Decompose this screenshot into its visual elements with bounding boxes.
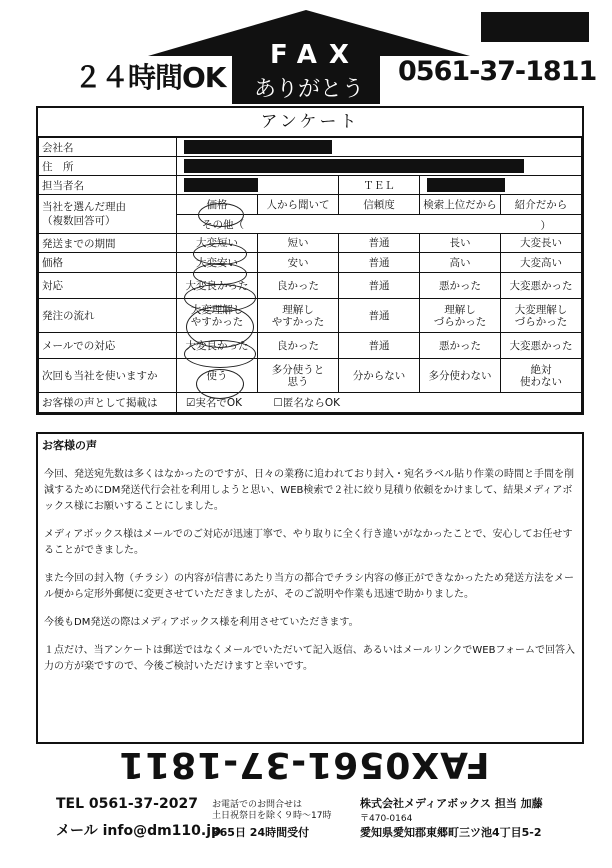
rating-option[interactable]: 普通 bbox=[339, 273, 420, 299]
rating-label: 発注の流れ bbox=[39, 299, 177, 333]
footer-phone-note: お電話でのお問合せは bbox=[212, 800, 303, 810]
voice-paragraph: 今後もDM発送の際はメディアボックス様を利用させていただきます。 bbox=[44, 617, 359, 628]
rating-label: 対応 bbox=[39, 273, 177, 299]
rating-option[interactable]: 普通 bbox=[339, 299, 420, 333]
rating-row bbox=[39, 253, 582, 273]
voice-paragraph: メディアボックス様はメールでのご対応が迅速丁寧で、やり取りに全く行き違いがなかったことで、安心してお任せすることができました。 bbox=[44, 529, 573, 556]
footer-phone-hours: 土日祝祭日を除く９時～17時 bbox=[212, 811, 332, 821]
fax-number-mirrored: FAX0561-37-1811 bbox=[118, 744, 490, 785]
reason-option[interactable]: 人から聞いて bbox=[258, 195, 339, 215]
rating-row bbox=[39, 299, 582, 333]
rating-label: 価格 bbox=[39, 253, 177, 273]
company-row bbox=[39, 138, 582, 157]
company-field[interactable] bbox=[177, 138, 582, 157]
rating-option[interactable]: 大変良かった bbox=[177, 273, 258, 299]
reason-row bbox=[39, 195, 582, 215]
address-field[interactable] bbox=[177, 157, 582, 176]
rating-option[interactable]: 高い bbox=[420, 253, 501, 273]
publish-label: お客様の声として掲載は bbox=[39, 393, 177, 413]
voice-paragraph: １点だけ、当アンケートは郵送ではなくメールでいただいて記入返信、あるいはメールリンクでWEBフォームで回答入力の方が楽ですので、今後ご検討いただけますと幸いです。 bbox=[44, 645, 575, 672]
publish-options bbox=[177, 393, 582, 413]
tel-label: ＴＥＬ bbox=[339, 176, 420, 195]
selection-circle bbox=[198, 203, 244, 227]
other-close: ） bbox=[540, 220, 551, 232]
footer-24h: 365日 24時間受付 bbox=[212, 826, 310, 839]
rating-option[interactable]: 普通 bbox=[339, 253, 420, 273]
redacted-address bbox=[184, 159, 524, 173]
reason-option[interactable]: 価格 bbox=[177, 195, 258, 215]
selection-circle bbox=[184, 340, 256, 368]
rating-option[interactable]: 大変理解し づらかった bbox=[501, 299, 582, 333]
company-label: 会社名 bbox=[39, 138, 177, 157]
rating-option[interactable]: 理解し づらかった bbox=[420, 299, 501, 333]
voice-paragraph: 今回、発送宛先数は多くはなかったのですが、日々の業務に追われており封入・宛名ラベル貼り作業の時間と手間を削減するためにDM発送代行会社を利用しようと思い、WEB検索で２社に絞り見積り依頼をかけまして、結果メディアボックス様にお願いすることにしました。 bbox=[44, 469, 574, 512]
rating-option[interactable]: 大変悪かった bbox=[501, 333, 582, 359]
voice-title: お客様の声 bbox=[42, 439, 97, 452]
survey-form bbox=[36, 106, 584, 415]
rating-option[interactable]: 理解し やすかった bbox=[258, 299, 339, 333]
other-label: その他（ bbox=[202, 218, 244, 231]
footer-address: 愛知県愛知郡東郷町三ツ池4丁目5-2 bbox=[360, 826, 542, 839]
tel-field[interactable] bbox=[420, 176, 582, 195]
rating-option[interactable]: 大変理解し やすかった bbox=[177, 299, 258, 333]
fax-subtitle: ありがとう bbox=[254, 77, 365, 102]
person-field[interactable] bbox=[177, 176, 339, 195]
customer-voice-box bbox=[36, 432, 584, 744]
rating-option[interactable]: 普通 bbox=[339, 333, 420, 359]
rating-label: 次回も当社を使いますか bbox=[39, 359, 177, 393]
publish-anon-checkbox[interactable]: ☐匿名ならOK bbox=[273, 397, 340, 409]
rating-label: メールでの対応 bbox=[39, 333, 177, 359]
rating-option[interactable]: 普通 bbox=[339, 234, 420, 253]
footer-postal: 〒470-0164 bbox=[360, 814, 413, 824]
rating-option[interactable]: 多分使わない bbox=[420, 359, 501, 393]
redacted-tel bbox=[427, 178, 505, 192]
rating-option[interactable]: 大変良かった bbox=[177, 333, 258, 359]
address-label: 住 所 bbox=[39, 157, 177, 176]
rating-label: 発送までの期間 bbox=[39, 234, 177, 253]
header-fax-number: 0561-37-1811 bbox=[398, 56, 597, 87]
rating-option[interactable]: 悪かった bbox=[420, 273, 501, 299]
reason-label-sub: （複数回答可） bbox=[42, 215, 116, 227]
rating-option[interactable]: 悪かった bbox=[420, 333, 501, 359]
reason-option[interactable]: 検索上位だから bbox=[420, 195, 501, 215]
fax-title: FAX bbox=[270, 40, 361, 70]
footer-company: 株式会社メディアボックス 担当 加藤 bbox=[360, 797, 543, 810]
rating-row bbox=[39, 234, 582, 253]
reason-label bbox=[39, 195, 177, 234]
rating-row bbox=[39, 333, 582, 359]
survey-title: アンケート bbox=[38, 108, 582, 137]
rating-row bbox=[39, 359, 582, 393]
person-label: 担当者名 bbox=[39, 176, 177, 195]
survey-table bbox=[38, 137, 582, 413]
rating-option[interactable]: 分からない bbox=[339, 359, 420, 393]
selection-circle bbox=[193, 263, 247, 285]
selection-circle bbox=[193, 243, 247, 265]
rating-row bbox=[39, 273, 582, 299]
publish-real-checkbox[interactable]: ☑実名でOK bbox=[186, 397, 243, 409]
rating-option[interactable]: 大変短い bbox=[177, 234, 258, 253]
redacted-company bbox=[184, 140, 332, 154]
rating-option[interactable]: 安い bbox=[258, 253, 339, 273]
reason-label-main: 当社を選んだ理由 bbox=[42, 201, 126, 213]
person-row bbox=[39, 176, 582, 195]
rating-option[interactable]: 良かった bbox=[258, 333, 339, 359]
slogan-24h: ２４時間OK bbox=[74, 61, 226, 94]
selection-circle bbox=[196, 369, 244, 399]
address-row bbox=[39, 157, 582, 176]
rating-option[interactable]: 大変悪かった bbox=[501, 273, 582, 299]
publish-row bbox=[39, 393, 582, 413]
rating-option[interactable]: 良かった bbox=[258, 273, 339, 299]
rating-option[interactable]: 短い bbox=[258, 234, 339, 253]
rating-option[interactable]: 大変高い bbox=[501, 253, 582, 273]
rating-option[interactable]: 多分使うと 思う bbox=[258, 359, 339, 393]
reason-option[interactable]: 信頼度 bbox=[339, 195, 420, 215]
footer-mail[interactable]: メール info@dm110.jp bbox=[56, 823, 222, 839]
rating-option[interactable]: 大変安い bbox=[177, 253, 258, 273]
redacted-person bbox=[184, 178, 258, 192]
voice-paragraph: また今回の封入物（チラシ）の内容が信書にあたり当方の都合でチラシ内容の修正ができなかったため発送方法をメール便から定形外郵便に変更させていただきましたが、そのご説明や作業も迅速で助かりました。 bbox=[44, 573, 574, 600]
rating-option[interactable]: 長い bbox=[420, 234, 501, 253]
footer-tel: TEL 0561-37-2027 bbox=[56, 796, 198, 812]
reason-option[interactable]: 紹介だから bbox=[501, 195, 582, 215]
rating-option[interactable]: 大変長い bbox=[501, 234, 582, 253]
rating-option[interactable]: 使う bbox=[177, 359, 258, 393]
rating-option[interactable]: 絶対 使わない bbox=[501, 359, 582, 393]
